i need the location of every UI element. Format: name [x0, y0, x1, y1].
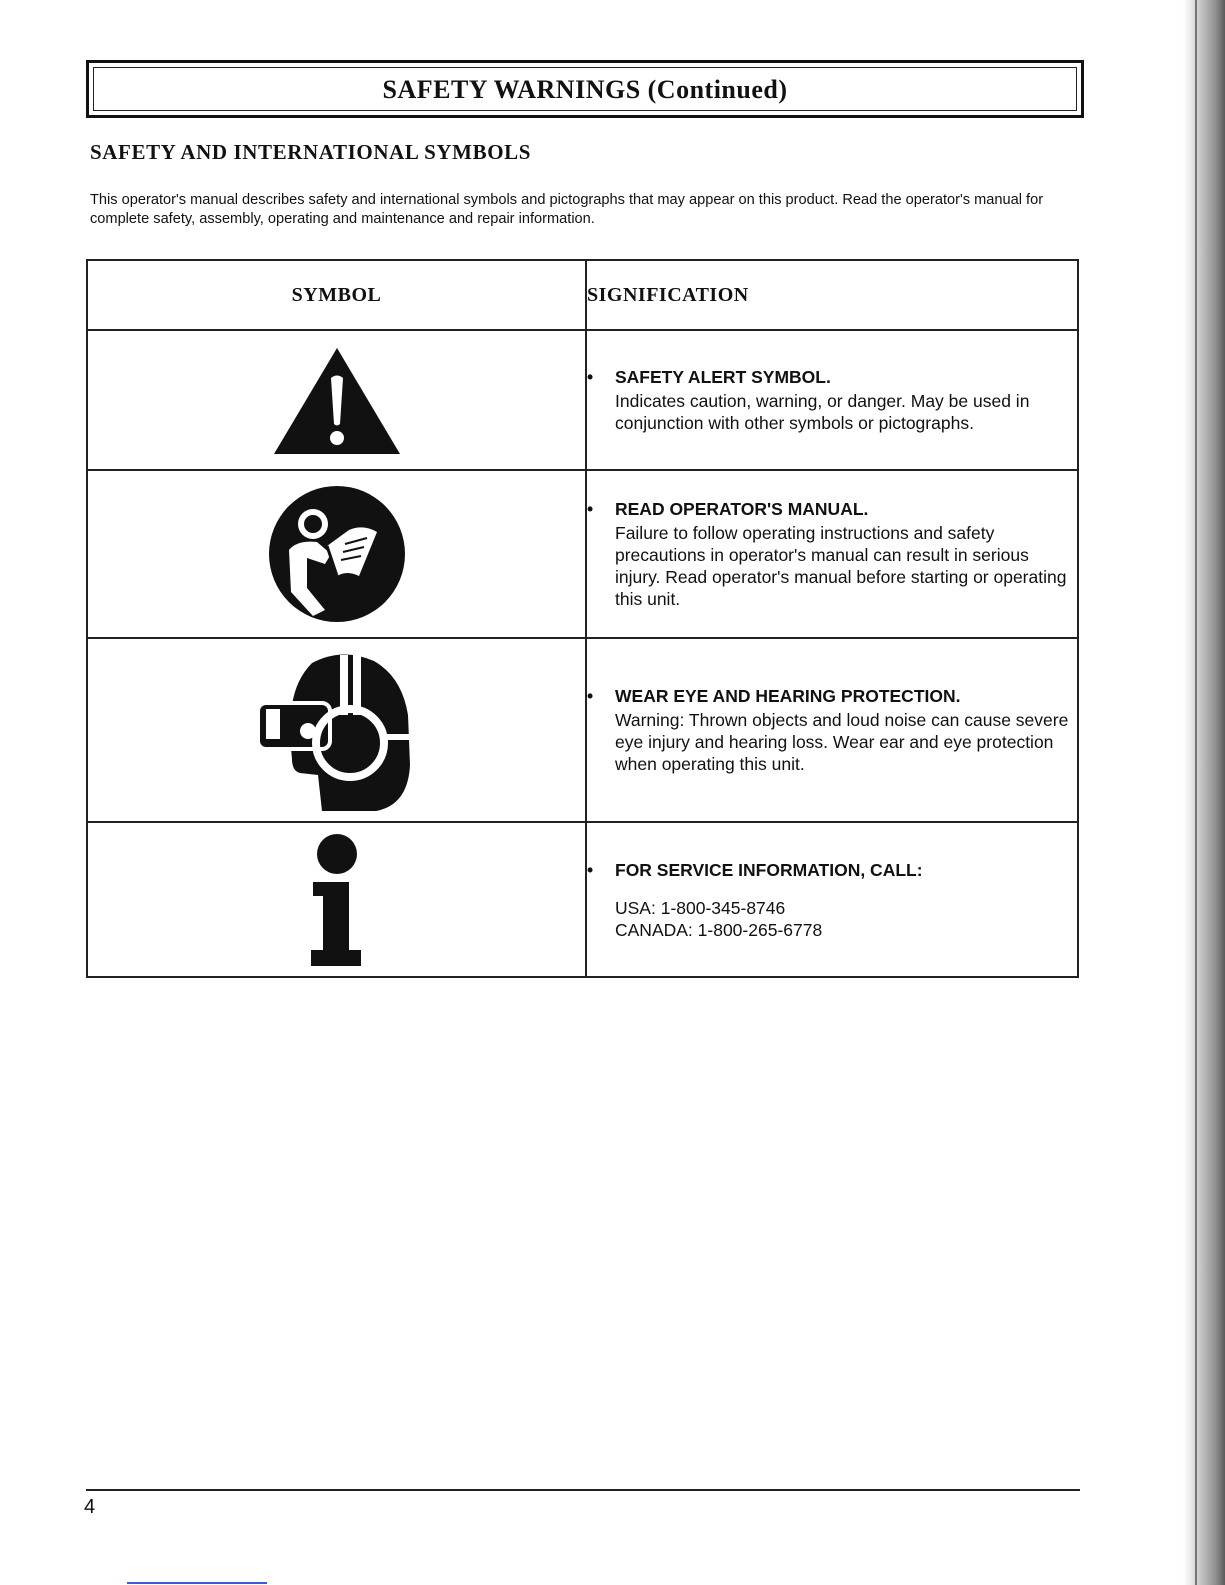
- signification-cell: [586, 470, 1078, 638]
- symbol-title: WEAR EYE AND HEARING PROTECTION.: [615, 686, 961, 706]
- read-manual-icon: [267, 484, 407, 624]
- bullet: •: [587, 859, 594, 880]
- footer-divider: [86, 1489, 1080, 1491]
- section-header-box: [86, 60, 1084, 118]
- intro-paragraph: This operator's manual describes safety and international symbols and pictographs that may appear on this product. Read the operator's manual for complete safety, assembly, operating and maintenance and repair information.: [90, 192, 1044, 227]
- symbol-cell: [87, 638, 586, 822]
- bullet: •: [587, 367, 594, 387]
- scan-page-edge: [1183, 0, 1225, 1585]
- table-row: [87, 638, 1078, 822]
- table-row: [87, 470, 1078, 638]
- safety-alert-triangle-icon: [272, 344, 402, 456]
- symbol-title: FOR SERVICE INFORMATION, CALL:: [615, 859, 923, 880]
- symbol-title: READ OPERATOR'S MANUAL.: [615, 499, 869, 519]
- usa-phone-number: USA: 1-800-345-8746: [615, 897, 786, 918]
- symbol-cell: [87, 330, 586, 470]
- symbol-description: Warning: Thrown objects and loud noise can cause severe eye injury and hearing loss. Wear ear and eye protection when operating this unit.: [615, 710, 1069, 774]
- symbol-column-header: SYMBOL: [87, 260, 586, 330]
- eye-ear-protection-icon: [252, 645, 422, 815]
- service-information-description: [587, 859, 1077, 941]
- bottom-underline-mark: [127, 1582, 267, 1584]
- bullet: •: [587, 686, 594, 706]
- bullet: •: [587, 499, 594, 519]
- signification-cell: [586, 822, 1078, 977]
- symbol-title: SAFETY ALERT SYMBOL.: [615, 367, 831, 387]
- symbol-description: Failure to follow operating instructions and safety precautions in operator's manual can result in serious injury. Read operator's manual before starting or operating this unit.: [615, 523, 1067, 609]
- symbol-description: Indicates caution, warning, or danger. May be used in conjunction with other symbols or pictographs.: [615, 391, 1030, 433]
- information-icon: [297, 832, 377, 968]
- table-row: [87, 822, 1078, 977]
- signification-cell: [586, 638, 1078, 822]
- page-number: 4: [84, 1496, 96, 1518]
- eye-ear-protection-description: [587, 685, 1077, 775]
- symbol-cell: [87, 470, 586, 638]
- table-row: [87, 330, 1078, 470]
- service-contacts: [615, 897, 1077, 941]
- section-heading: SAFETY AND INTERNATIONAL SYMBOLS: [90, 140, 532, 164]
- signification-column-header: SIGNIFICATION: [586, 260, 1078, 330]
- page-title: SAFETY WARNINGS (Continued): [382, 75, 788, 104]
- symbol-cell: [87, 822, 586, 977]
- canada-phone-number: CANADA: 1-800-265-6778: [615, 919, 823, 940]
- read-manual-description: [587, 498, 1077, 610]
- safety-alert-description: [587, 366, 1077, 434]
- scan-edge-line: [1195, 0, 1197, 1585]
- signification-cell: [586, 330, 1078, 470]
- symbols-table: [86, 259, 1079, 978]
- table-header-row: [87, 260, 1078, 330]
